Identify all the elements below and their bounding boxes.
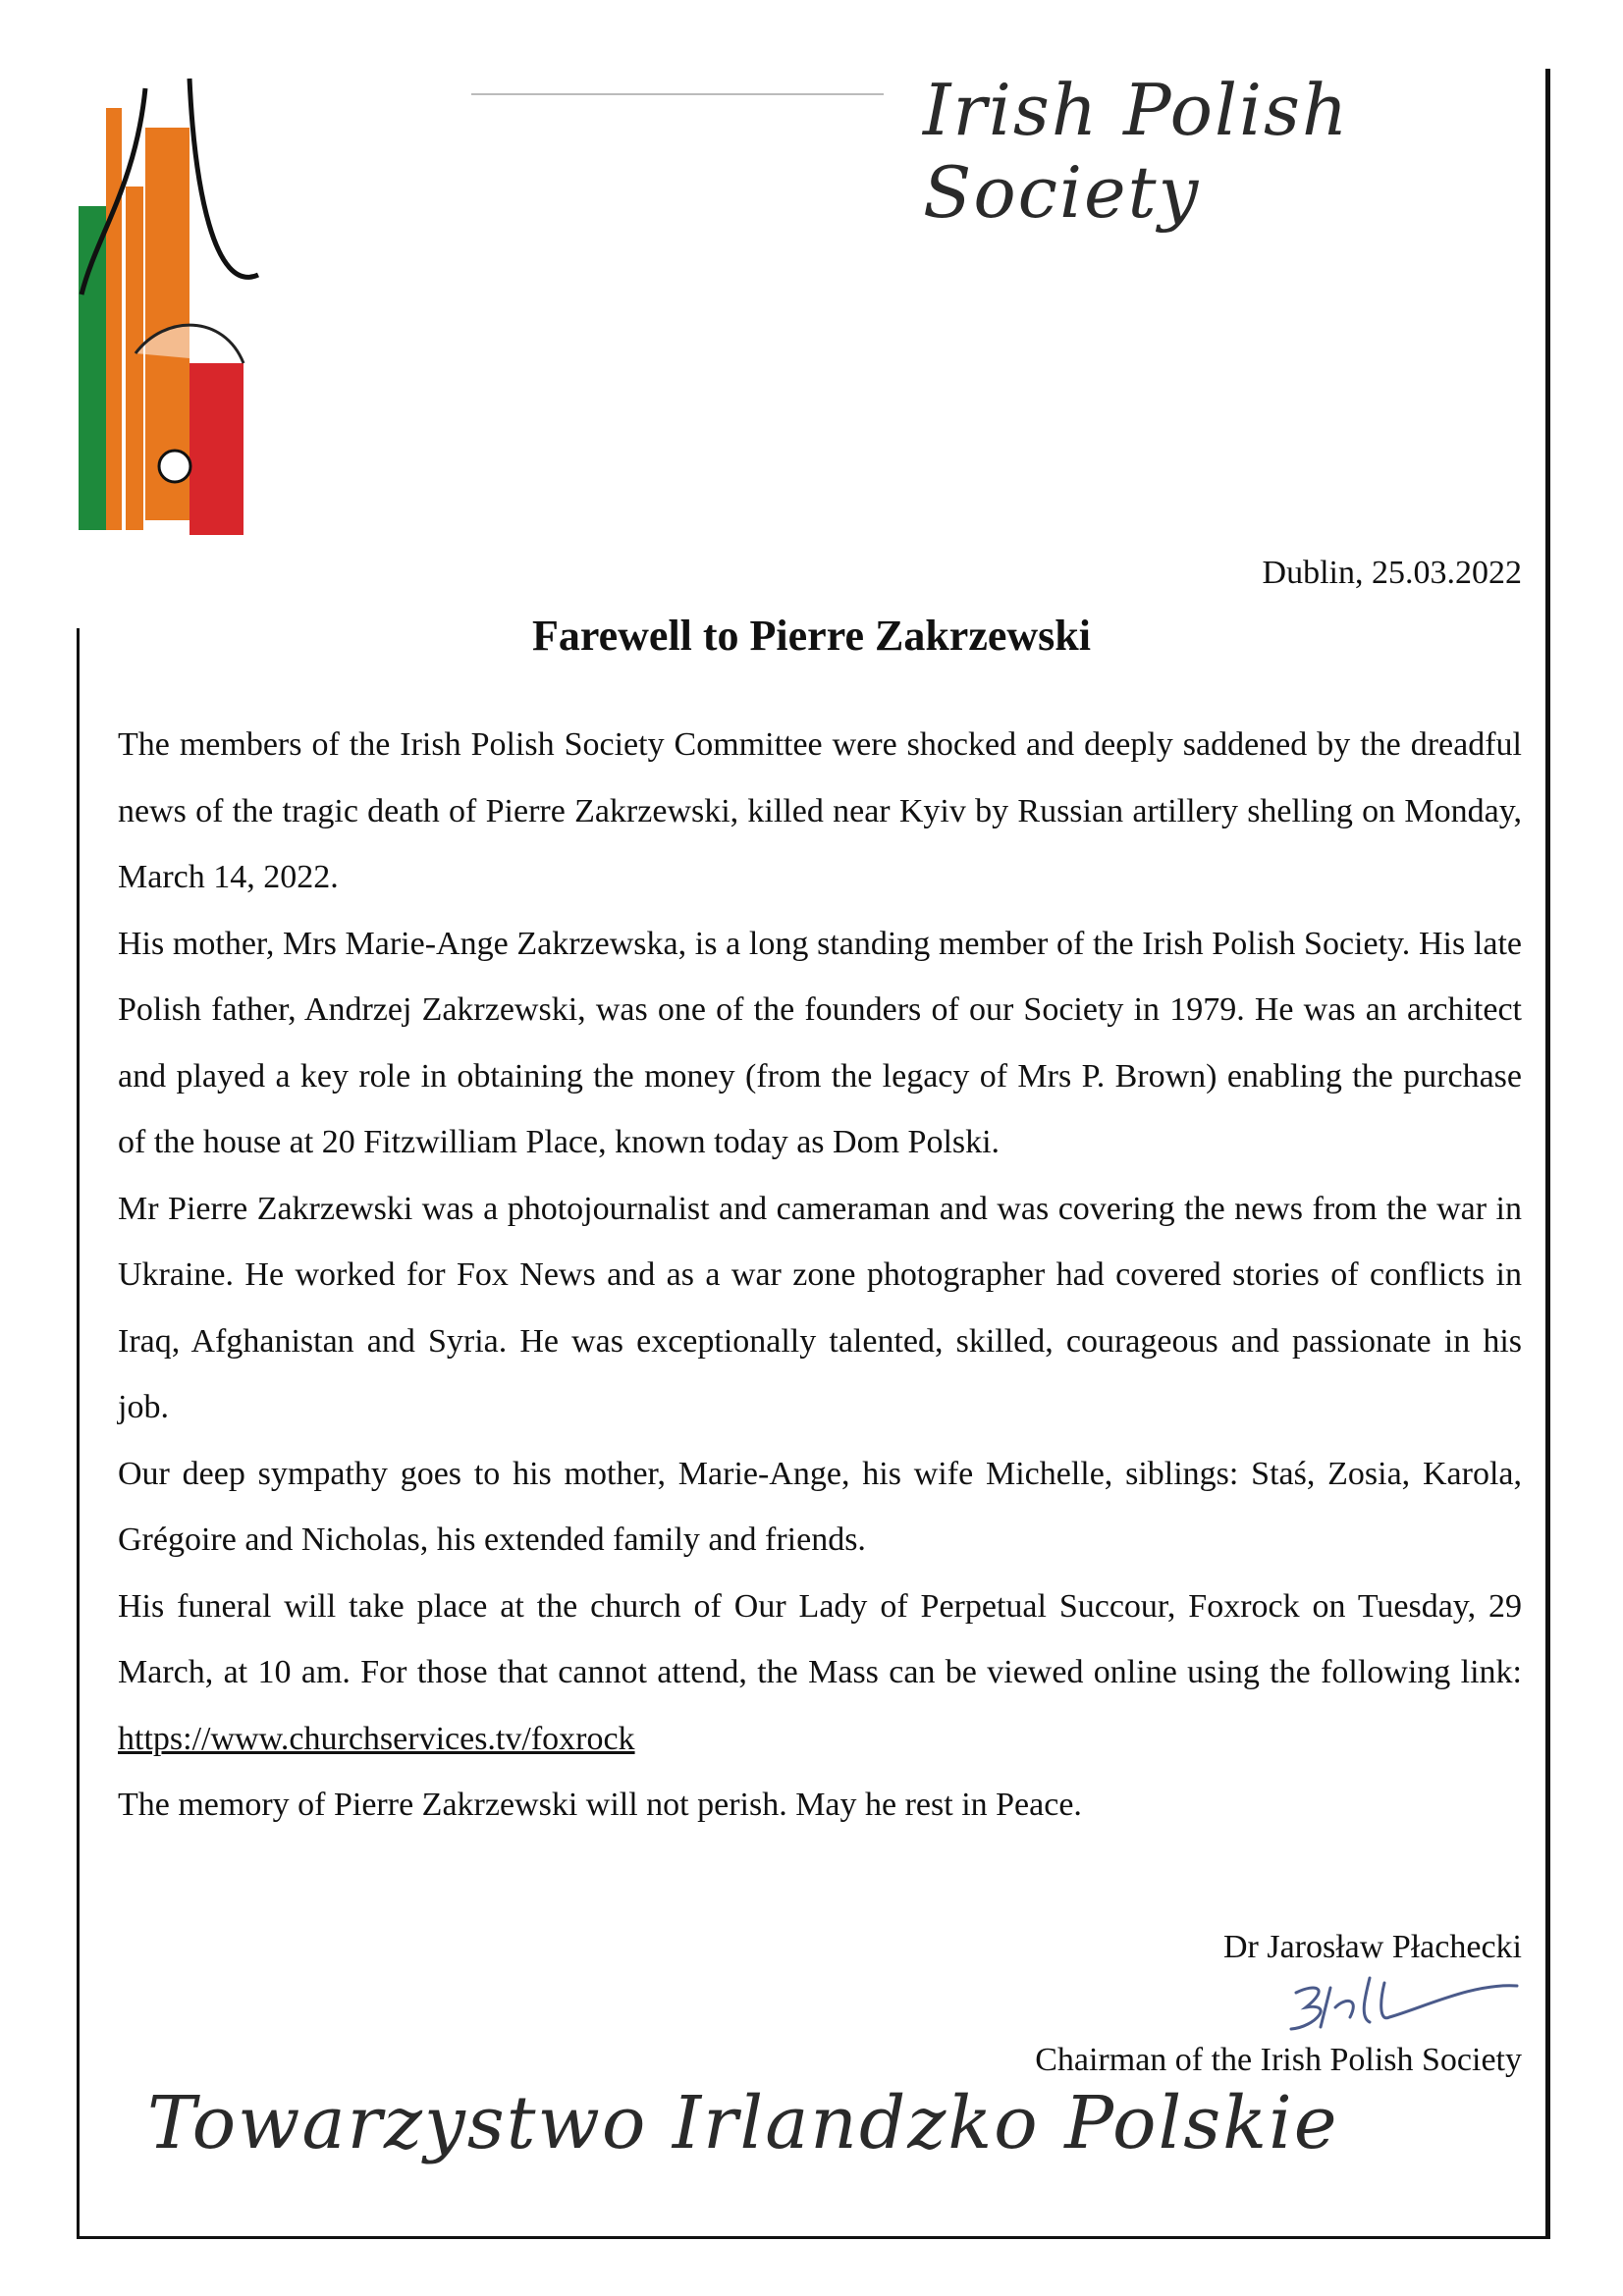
funeral-paragraph [118, 1574, 1522, 1773]
header-society-name: Irish Polish Society [923, 69, 1350, 234]
paragraph: The members of the Irish Polish Society Committee were shocked and deeply saddened by the dreadful news of the tragic death of Pierre Zakrzewski, killed near Kyiv by Russian artillery shelling on Monday, March 14, 2022. [118, 726, 1522, 895]
letter-title: Farewell to Pierre Zakrzewski [532, 612, 1091, 660]
signature-icon [1276, 1968, 1522, 2037]
signer-role: Chairman of the Irish Polish Society [1035, 2042, 1522, 2078]
frame-top-line [471, 93, 884, 95]
frame-left-line [77, 628, 80, 2238]
society-logo-icon [77, 69, 263, 540]
dateline: Dublin, 25.03.2022 [1262, 555, 1522, 591]
frame-bottom-line [77, 2236, 1550, 2239]
funeral-text: His funeral will take place at the church of Our Lady of Perpetual Succour, Foxrock on Tuesday, 29 March, at 10 am. For those that cannot attend, the Mass can be viewed online using the following link: [118, 1587, 1522, 1690]
paragraph: His mother, Mrs Marie-Ange Zakrzewska, is a long standing member of the Irish Polish Society. His late Polish father, Andrzej Zakrzewski, was one of the founders of our Society in 1979. He was an architect and played a key role in obtaining the money (from the legacy of Mrs P. Brown) enabling the purchase of the house at 20 Fitzwilliam Place, known today as Dom Polski. [118, 925, 1522, 1160]
closing-paragraph: The memory of Pierre Zakrzewski will not perish. May he rest in Peace. [118, 1787, 1082, 1823]
footer-society-name: Towarzystwo Irlandzko Polskie [147, 2081, 1339, 2165]
signer-name: Dr Jarosław Płachecki [1222, 1929, 1522, 1965]
letter-body [118, 712, 1522, 1839]
funeral-stream-link[interactable]: https://www.churchservices.tv/foxrock [118, 1720, 635, 1757]
paragraph: Mr Pierre Zakrzewski was a photojournalist and cameraman and was covering the news from the war in Ukraine. He worked for Fox News and as a war zone photographer had covered stories of conflicts in Iraq, Afghanistan and Syria. He was exceptionally talented, skilled, courageous and passionate in his job. [118, 1190, 1522, 1425]
paragraph: Our deep sympathy goes to his mother, Marie-Ange, his wife Michelle, siblings: Staś, Zosia, Karola, Grégoire and Nicholas, his extended family and friends. [118, 1455, 1522, 1558]
frame-right-line [1545, 69, 1550, 2238]
